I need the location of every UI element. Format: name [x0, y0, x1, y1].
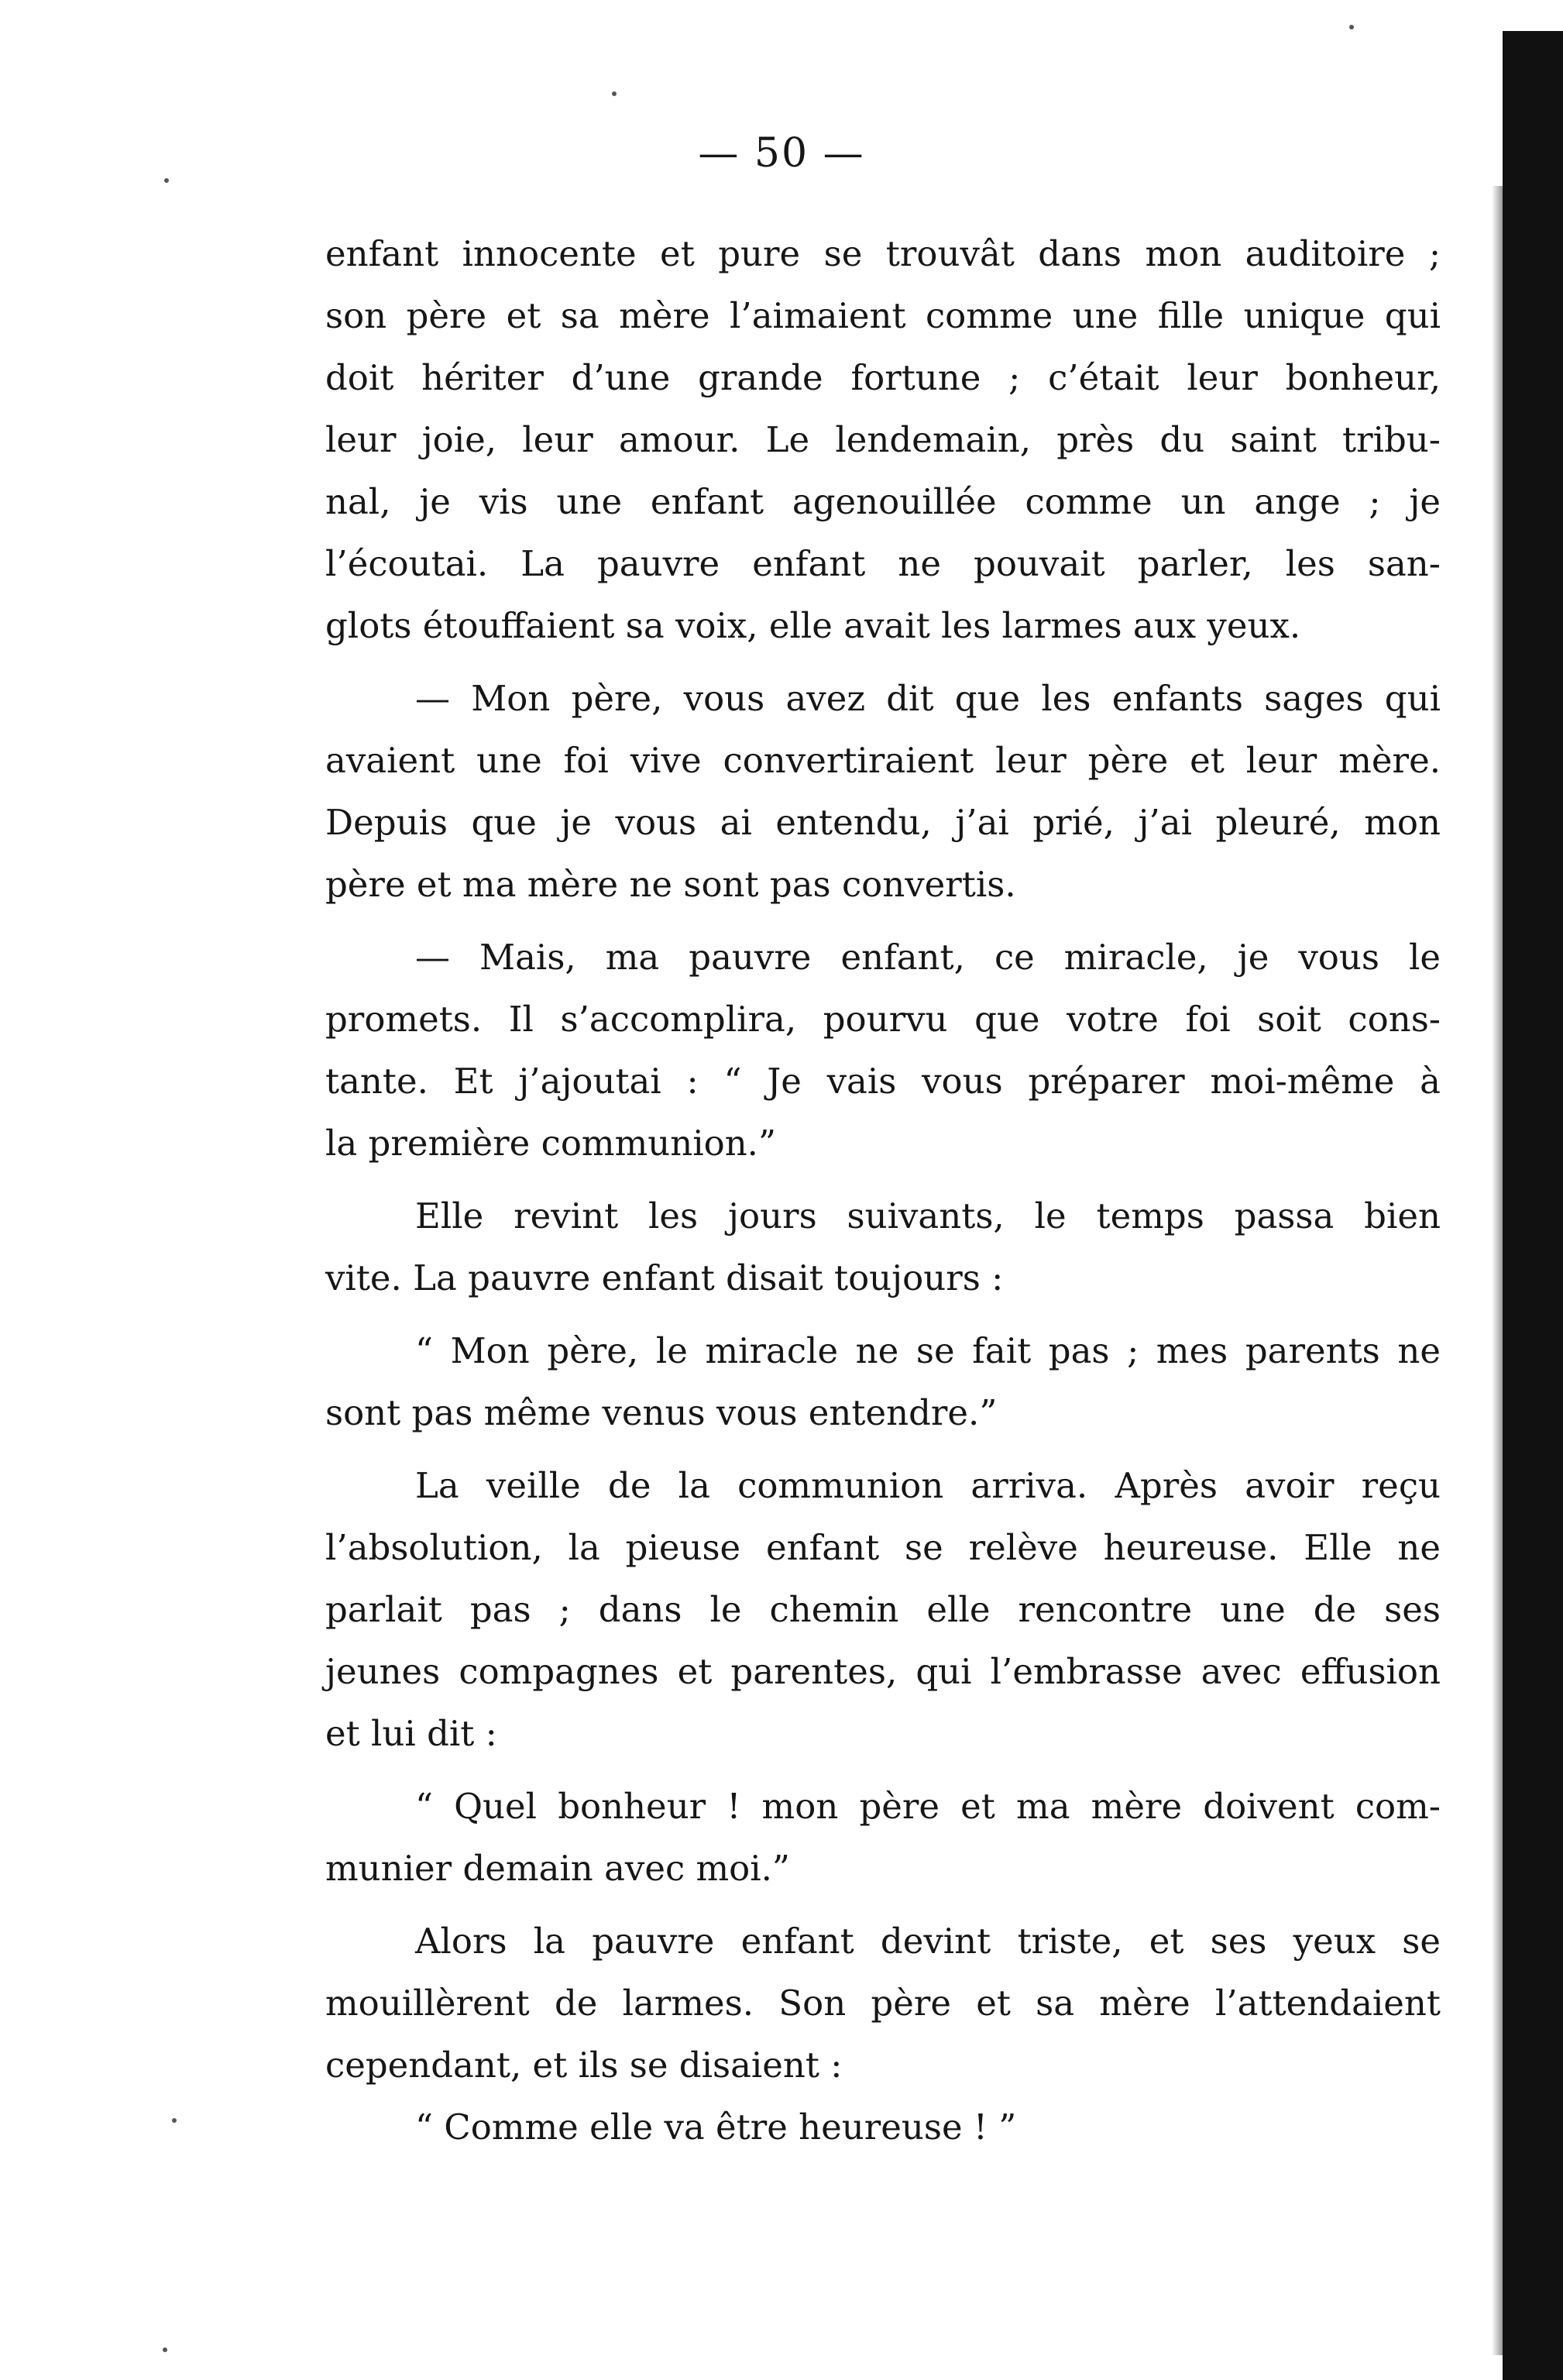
text-line: leur joie, leur amour. Le lendemain, près du saint tribu- — [325, 419, 1441, 460]
paragraph — [325, 1320, 1441, 1444]
binding-edge — [1503, 31, 1563, 2380]
paragraph — [325, 223, 1441, 657]
paragraph — [325, 2096, 1441, 2158]
text-line: La veille de la communion arriva. Après avoir reçu — [415, 1465, 1441, 1506]
ink-speck — [164, 178, 169, 183]
text-line: son père et sa mère l’aimaient comme une fille unique qui — [325, 295, 1441, 336]
text-line: Elle revint les jours suivants, le temps passa bien — [415, 1195, 1441, 1236]
text-line: vite. La pauvre enfant disait toujours : — [325, 1257, 1004, 1298]
text-line: la première communion.” — [325, 1123, 776, 1164]
text-line: cependant, et ils se disaient : — [325, 2045, 843, 2086]
text-line: Alors la pauvre enfant devint triste, et ses yeux se — [415, 1921, 1441, 1962]
text-line: glots étouffaient sa voix, elle avait les larmes aux yeux. — [325, 605, 1301, 646]
text-line: — Mon père, vous avez dit que les enfants sages qui — [415, 678, 1441, 719]
ink-speck — [1349, 25, 1354, 29]
ink-speck — [612, 91, 617, 96]
text-line: — Mais, ma pauvre enfant, ce miracle, je vous le — [415, 937, 1441, 978]
ink-speck — [163, 2347, 167, 2352]
text-line: mouillèrent de larmes. Son père et sa mère l’attendaient — [325, 1983, 1441, 2024]
text-line: “ Mon père, le miracle ne se fait pas ; mes parents ne — [415, 1330, 1441, 1371]
text-line: tante. Et j’ajoutai : “ Je vais vous préparer moi-même à — [325, 1061, 1441, 1102]
paragraph — [325, 1185, 1441, 1309]
paragraph — [325, 927, 1441, 1175]
text-line: parlait pas ; dans le chemin elle rencontre une de ses — [325, 1589, 1441, 1630]
text-line: Depuis que je vous ai entendu, j’ai prié, j’ai pleuré, mon — [325, 802, 1441, 843]
text-line: “ Comme elle va être heureuse ! ” — [415, 2107, 1017, 2148]
page-shadow — [1492, 186, 1503, 2355]
paragraph — [325, 1776, 1441, 1900]
text-line: père et ma mère ne sont pas convertis. — [325, 864, 1016, 905]
text-line: et lui dit : — [325, 1713, 497, 1754]
text-line: sont pas même venus vous entendre.” — [325, 1392, 998, 1433]
text-line: l’absolution, la pieuse enfant se relève heureuse. Elle ne — [325, 1527, 1441, 1568]
body-text — [325, 223, 1441, 2158]
text-line: avaient une foi vive convertiraient leur père et leur mère. — [325, 740, 1441, 781]
paragraph — [325, 1455, 1441, 1765]
text-line: l’écoutai. La pauvre enfant ne pouvait parler, les san- — [325, 543, 1441, 584]
text-line: munier demain avec moi.” — [325, 1848, 790, 1889]
paragraph — [325, 1911, 1441, 2096]
text-line: jeunes compagnes et parentes, qui l’embrasse avec effusion — [325, 1651, 1441, 1692]
text-line: nal, je vis une enfant agenouillée comme un ange ; je — [325, 481, 1441, 522]
text-line: “ Quel bonheur ! mon père et ma mère doivent com- — [415, 1786, 1441, 1827]
page-number: — 50 — — [698, 130, 865, 177]
text-line: doit hériter d’une grande fortune ; c’était leur bonheur, — [325, 357, 1441, 398]
ink-speck — [172, 2118, 177, 2123]
text-line: enfant innocente et pure se trouvât dans mon auditoire ; — [325, 233, 1441, 274]
paragraph — [325, 668, 1441, 916]
text-line: promets. Il s’accomplira, pourvu que votre foi soit cons- — [325, 999, 1441, 1040]
